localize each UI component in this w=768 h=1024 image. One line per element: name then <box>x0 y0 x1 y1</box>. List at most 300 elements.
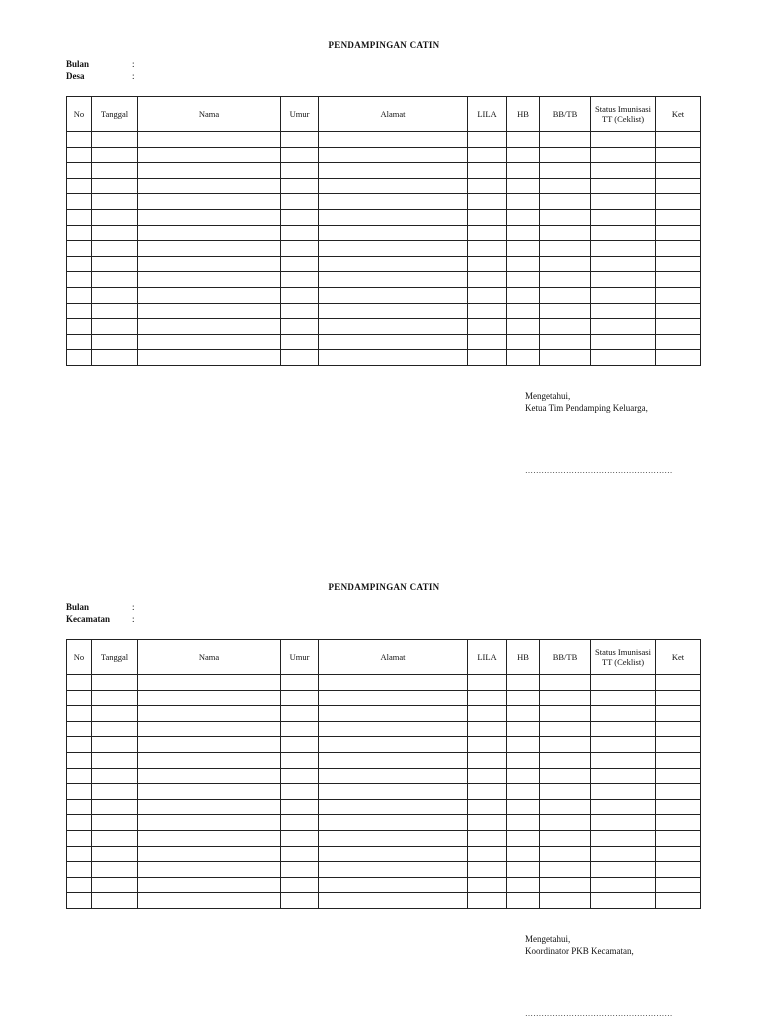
cell-ket[interactable] <box>656 225 701 241</box>
cell-no[interactable] <box>67 830 92 846</box>
cell-lila[interactable] <box>468 846 507 862</box>
cell-alamat[interactable] <box>319 178 468 194</box>
cell-tanggal[interactable] <box>92 287 138 303</box>
cell-tanggal[interactable] <box>92 877 138 893</box>
cell-hb[interactable] <box>507 241 540 257</box>
cell-alamat[interactable] <box>319 319 468 335</box>
cell-tanggal[interactable] <box>92 256 138 272</box>
cell-tanggal[interactable] <box>92 706 138 722</box>
cell-hb[interactable] <box>507 690 540 706</box>
cell-tanggal[interactable] <box>92 241 138 257</box>
cell-nama[interactable] <box>138 256 281 272</box>
cell-bbtb[interactable] <box>540 737 591 753</box>
cell-lila[interactable] <box>468 690 507 706</box>
cell-nama[interactable] <box>138 877 281 893</box>
cell-umur[interactable] <box>281 194 319 210</box>
cell-lila[interactable] <box>468 334 507 350</box>
cell-hb[interactable] <box>507 132 540 148</box>
cell-status[interactable] <box>591 272 656 288</box>
cell-umur[interactable] <box>281 784 319 800</box>
cell-nama[interactable] <box>138 178 281 194</box>
cell-no[interactable] <box>67 334 92 350</box>
cell-nama[interactable] <box>138 721 281 737</box>
cell-hb[interactable] <box>507 862 540 878</box>
cell-no[interactable] <box>67 706 92 722</box>
cell-tanggal[interactable] <box>92 303 138 319</box>
cell-tanggal[interactable] <box>92 225 138 241</box>
cell-tanggal[interactable] <box>92 319 138 335</box>
cell-umur[interactable] <box>281 846 319 862</box>
cell-alamat[interactable] <box>319 690 468 706</box>
cell-lila[interactable] <box>468 225 507 241</box>
cell-bbtb[interactable] <box>540 132 591 148</box>
cell-umur[interactable] <box>281 752 319 768</box>
cell-ket[interactable] <box>656 752 701 768</box>
cell-alamat[interactable] <box>319 209 468 225</box>
cell-status[interactable] <box>591 737 656 753</box>
cell-ket[interactable] <box>656 319 701 335</box>
cell-umur[interactable] <box>281 225 319 241</box>
cell-nama[interactable] <box>138 163 281 179</box>
cell-tanggal[interactable] <box>92 830 138 846</box>
cell-nama[interactable] <box>138 675 281 691</box>
cell-bbtb[interactable] <box>540 241 591 257</box>
cell-tanggal[interactable] <box>92 334 138 350</box>
cell-tanggal[interactable] <box>92 147 138 163</box>
cell-nama[interactable] <box>138 147 281 163</box>
cell-alamat[interactable] <box>319 784 468 800</box>
cell-status[interactable] <box>591 721 656 737</box>
cell-hb[interactable] <box>507 256 540 272</box>
cell-umur[interactable] <box>281 768 319 784</box>
cell-umur[interactable] <box>281 287 319 303</box>
cell-umur[interactable] <box>281 893 319 909</box>
cell-ket[interactable] <box>656 147 701 163</box>
cell-lila[interactable] <box>468 815 507 831</box>
cell-alamat[interactable] <box>319 303 468 319</box>
cell-umur[interactable] <box>281 350 319 366</box>
cell-no[interactable] <box>67 163 92 179</box>
cell-tanggal[interactable] <box>92 178 138 194</box>
cell-tanggal[interactable] <box>92 799 138 815</box>
cell-bbtb[interactable] <box>540 225 591 241</box>
cell-lila[interactable] <box>468 706 507 722</box>
cell-hb[interactable] <box>507 319 540 335</box>
cell-hb[interactable] <box>507 147 540 163</box>
cell-ket[interactable] <box>656 846 701 862</box>
cell-ket[interactable] <box>656 721 701 737</box>
cell-hb[interactable] <box>507 877 540 893</box>
cell-alamat[interactable] <box>319 334 468 350</box>
cell-lila[interactable] <box>468 675 507 691</box>
cell-no[interactable] <box>67 737 92 753</box>
cell-ket[interactable] <box>656 350 701 366</box>
cell-status[interactable] <box>591 225 656 241</box>
cell-bbtb[interactable] <box>540 287 591 303</box>
cell-lila[interactable] <box>468 163 507 179</box>
cell-ket[interactable] <box>656 815 701 831</box>
cell-umur[interactable] <box>281 721 319 737</box>
cell-bbtb[interactable] <box>540 768 591 784</box>
cell-tanggal[interactable] <box>92 209 138 225</box>
cell-nama[interactable] <box>138 846 281 862</box>
cell-status[interactable] <box>591 675 656 691</box>
cell-alamat[interactable] <box>319 147 468 163</box>
cell-nama[interactable] <box>138 194 281 210</box>
cell-status[interactable] <box>591 784 656 800</box>
cell-bbtb[interactable] <box>540 334 591 350</box>
cell-lila[interactable] <box>468 737 507 753</box>
cell-hb[interactable] <box>507 721 540 737</box>
cell-umur[interactable] <box>281 799 319 815</box>
cell-ket[interactable] <box>656 737 701 753</box>
cell-status[interactable] <box>591 706 656 722</box>
cell-no[interactable] <box>67 846 92 862</box>
cell-bbtb[interactable] <box>540 690 591 706</box>
cell-hb[interactable] <box>507 675 540 691</box>
cell-bbtb[interactable] <box>540 846 591 862</box>
cell-alamat[interactable] <box>319 893 468 909</box>
cell-tanggal[interactable] <box>92 768 138 784</box>
cell-hb[interactable] <box>507 334 540 350</box>
cell-no[interactable] <box>67 350 92 366</box>
cell-nama[interactable] <box>138 272 281 288</box>
cell-alamat[interactable] <box>319 752 468 768</box>
cell-umur[interactable] <box>281 319 319 335</box>
cell-ket[interactable] <box>656 706 701 722</box>
cell-ket[interactable] <box>656 209 701 225</box>
cell-nama[interactable] <box>138 241 281 257</box>
cell-status[interactable] <box>591 690 656 706</box>
cell-lila[interactable] <box>468 799 507 815</box>
cell-ket[interactable] <box>656 334 701 350</box>
cell-lila[interactable] <box>468 830 507 846</box>
cell-ket[interactable] <box>656 256 701 272</box>
cell-status[interactable] <box>591 319 656 335</box>
cell-ket[interactable] <box>656 690 701 706</box>
cell-ket[interactable] <box>656 178 701 194</box>
cell-no[interactable] <box>67 241 92 257</box>
cell-umur[interactable] <box>281 815 319 831</box>
cell-nama[interactable] <box>138 799 281 815</box>
cell-no[interactable] <box>67 147 92 163</box>
cell-nama[interactable] <box>138 334 281 350</box>
cell-lila[interactable] <box>468 319 507 335</box>
cell-status[interactable] <box>591 350 656 366</box>
cell-tanggal[interactable] <box>92 815 138 831</box>
signature-line[interactable]: ……………………………………………… <box>525 466 673 475</box>
cell-hb[interactable] <box>507 209 540 225</box>
cell-alamat[interactable] <box>319 830 468 846</box>
cell-no[interactable] <box>67 319 92 335</box>
cell-lila[interactable] <box>468 194 507 210</box>
cell-nama[interactable] <box>138 706 281 722</box>
cell-status[interactable] <box>591 862 656 878</box>
cell-lila[interactable] <box>468 256 507 272</box>
cell-nama[interactable] <box>138 132 281 148</box>
signature-line[interactable]: ……………………………………………… <box>525 1009 673 1018</box>
cell-umur[interactable] <box>281 241 319 257</box>
cell-umur[interactable] <box>281 334 319 350</box>
cell-status[interactable] <box>591 256 656 272</box>
cell-ket[interactable] <box>656 287 701 303</box>
cell-no[interactable] <box>67 690 92 706</box>
cell-status[interactable] <box>591 799 656 815</box>
cell-hb[interactable] <box>507 272 540 288</box>
cell-umur[interactable] <box>281 256 319 272</box>
cell-status[interactable] <box>591 147 656 163</box>
cell-bbtb[interactable] <box>540 862 591 878</box>
cell-alamat[interactable] <box>319 287 468 303</box>
cell-no[interactable] <box>67 256 92 272</box>
cell-umur[interactable] <box>281 178 319 194</box>
cell-tanggal[interactable] <box>92 690 138 706</box>
cell-alamat[interactable] <box>319 877 468 893</box>
cell-hb[interactable] <box>507 178 540 194</box>
cell-bbtb[interactable] <box>540 752 591 768</box>
cell-tanggal[interactable] <box>92 132 138 148</box>
cell-status[interactable] <box>591 334 656 350</box>
cell-tanggal[interactable] <box>92 721 138 737</box>
cell-ket[interactable] <box>656 272 701 288</box>
cell-no[interactable] <box>67 194 92 210</box>
cell-umur[interactable] <box>281 706 319 722</box>
cell-no[interactable] <box>67 815 92 831</box>
cell-lila[interactable] <box>468 768 507 784</box>
cell-nama[interactable] <box>138 209 281 225</box>
cell-ket[interactable] <box>656 893 701 909</box>
cell-ket[interactable] <box>656 163 701 179</box>
cell-lila[interactable] <box>468 178 507 194</box>
cell-ket[interactable] <box>656 877 701 893</box>
cell-no[interactable] <box>67 675 92 691</box>
cell-no[interactable] <box>67 799 92 815</box>
cell-tanggal[interactable] <box>92 163 138 179</box>
cell-tanggal[interactable] <box>92 350 138 366</box>
cell-no[interactable] <box>67 178 92 194</box>
cell-lila[interactable] <box>468 721 507 737</box>
cell-lila[interactable] <box>468 350 507 366</box>
cell-hb[interactable] <box>507 350 540 366</box>
cell-bbtb[interactable] <box>540 147 591 163</box>
cell-hb[interactable] <box>507 815 540 831</box>
cell-no[interactable] <box>67 209 92 225</box>
cell-tanggal[interactable] <box>92 194 138 210</box>
cell-no[interactable] <box>67 303 92 319</box>
cell-no[interactable] <box>67 272 92 288</box>
cell-status[interactable] <box>591 132 656 148</box>
cell-nama[interactable] <box>138 815 281 831</box>
cell-no[interactable] <box>67 784 92 800</box>
cell-umur[interactable] <box>281 877 319 893</box>
cell-nama[interactable] <box>138 287 281 303</box>
cell-tanggal[interactable] <box>92 784 138 800</box>
cell-lila[interactable] <box>468 303 507 319</box>
cell-nama[interactable] <box>138 350 281 366</box>
cell-bbtb[interactable] <box>540 877 591 893</box>
cell-umur[interactable] <box>281 132 319 148</box>
cell-hb[interactable] <box>507 893 540 909</box>
cell-nama[interactable] <box>138 768 281 784</box>
cell-alamat[interactable] <box>319 846 468 862</box>
cell-lila[interactable] <box>468 272 507 288</box>
cell-no[interactable] <box>67 893 92 909</box>
cell-umur[interactable] <box>281 862 319 878</box>
cell-status[interactable] <box>591 287 656 303</box>
cell-status[interactable] <box>591 846 656 862</box>
cell-umur[interactable] <box>281 737 319 753</box>
cell-no[interactable] <box>67 862 92 878</box>
cell-ket[interactable] <box>656 132 701 148</box>
cell-lila[interactable] <box>468 877 507 893</box>
cell-status[interactable] <box>591 163 656 179</box>
cell-status[interactable] <box>591 178 656 194</box>
cell-ket[interactable] <box>656 830 701 846</box>
cell-lila[interactable] <box>468 893 507 909</box>
cell-lila[interactable] <box>468 132 507 148</box>
cell-status[interactable] <box>591 815 656 831</box>
cell-nama[interactable] <box>138 303 281 319</box>
cell-alamat[interactable] <box>319 194 468 210</box>
cell-hb[interactable] <box>507 194 540 210</box>
cell-no[interactable] <box>67 752 92 768</box>
cell-ket[interactable] <box>656 303 701 319</box>
cell-status[interactable] <box>591 194 656 210</box>
cell-nama[interactable] <box>138 862 281 878</box>
cell-tanggal[interactable] <box>92 846 138 862</box>
cell-bbtb[interactable] <box>540 893 591 909</box>
cell-umur[interactable] <box>281 209 319 225</box>
cell-ket[interactable] <box>656 862 701 878</box>
cell-bbtb[interactable] <box>540 675 591 691</box>
cell-tanggal[interactable] <box>92 862 138 878</box>
cell-alamat[interactable] <box>319 241 468 257</box>
cell-hb[interactable] <box>507 799 540 815</box>
cell-bbtb[interactable] <box>540 194 591 210</box>
cell-bbtb[interactable] <box>540 163 591 179</box>
cell-hb[interactable] <box>507 163 540 179</box>
cell-tanggal[interactable] <box>92 737 138 753</box>
cell-nama[interactable] <box>138 830 281 846</box>
cell-umur[interactable] <box>281 272 319 288</box>
cell-umur[interactable] <box>281 690 319 706</box>
cell-tanggal[interactable] <box>92 893 138 909</box>
cell-nama[interactable] <box>138 752 281 768</box>
cell-bbtb[interactable] <box>540 256 591 272</box>
cell-no[interactable] <box>67 132 92 148</box>
cell-hb[interactable] <box>507 303 540 319</box>
cell-status[interactable] <box>591 209 656 225</box>
cell-umur[interactable] <box>281 163 319 179</box>
cell-status[interactable] <box>591 752 656 768</box>
cell-no[interactable] <box>67 225 92 241</box>
cell-ket[interactable] <box>656 784 701 800</box>
cell-alamat[interactable] <box>319 862 468 878</box>
cell-bbtb[interactable] <box>540 830 591 846</box>
cell-lila[interactable] <box>468 862 507 878</box>
cell-tanggal[interactable] <box>92 752 138 768</box>
cell-bbtb[interactable] <box>540 272 591 288</box>
cell-alamat[interactable] <box>319 721 468 737</box>
cell-ket[interactable] <box>656 241 701 257</box>
cell-hb[interactable] <box>507 752 540 768</box>
cell-lila[interactable] <box>468 241 507 257</box>
cell-hb[interactable] <box>507 225 540 241</box>
cell-status[interactable] <box>591 893 656 909</box>
cell-lila[interactable] <box>468 752 507 768</box>
cell-bbtb[interactable] <box>540 799 591 815</box>
cell-bbtb[interactable] <box>540 721 591 737</box>
cell-ket[interactable] <box>656 194 701 210</box>
cell-bbtb[interactable] <box>540 350 591 366</box>
cell-ket[interactable] <box>656 675 701 691</box>
cell-no[interactable] <box>67 721 92 737</box>
cell-alamat[interactable] <box>319 799 468 815</box>
cell-alamat[interactable] <box>319 815 468 831</box>
cell-bbtb[interactable] <box>540 178 591 194</box>
cell-status[interactable] <box>591 830 656 846</box>
cell-nama[interactable] <box>138 319 281 335</box>
cell-hb[interactable] <box>507 737 540 753</box>
cell-alamat[interactable] <box>319 163 468 179</box>
cell-alamat[interactable] <box>319 256 468 272</box>
cell-hb[interactable] <box>507 846 540 862</box>
cell-tanggal[interactable] <box>92 675 138 691</box>
cell-lila[interactable] <box>468 287 507 303</box>
cell-bbtb[interactable] <box>540 815 591 831</box>
cell-alamat[interactable] <box>319 225 468 241</box>
cell-status[interactable] <box>591 768 656 784</box>
cell-umur[interactable] <box>281 830 319 846</box>
cell-ket[interactable] <box>656 799 701 815</box>
cell-lila[interactable] <box>468 784 507 800</box>
cell-tanggal[interactable] <box>92 272 138 288</box>
cell-alamat[interactable] <box>319 737 468 753</box>
cell-hb[interactable] <box>507 830 540 846</box>
cell-status[interactable] <box>591 241 656 257</box>
cell-umur[interactable] <box>281 147 319 163</box>
cell-bbtb[interactable] <box>540 319 591 335</box>
cell-bbtb[interactable] <box>540 303 591 319</box>
cell-no[interactable] <box>67 287 92 303</box>
cell-status[interactable] <box>591 877 656 893</box>
cell-hb[interactable] <box>507 706 540 722</box>
cell-umur[interactable] <box>281 303 319 319</box>
cell-alamat[interactable] <box>319 272 468 288</box>
cell-bbtb[interactable] <box>540 784 591 800</box>
cell-status[interactable] <box>591 303 656 319</box>
cell-nama[interactable] <box>138 737 281 753</box>
cell-alamat[interactable] <box>319 706 468 722</box>
cell-hb[interactable] <box>507 768 540 784</box>
cell-alamat[interactable] <box>319 350 468 366</box>
cell-lila[interactable] <box>468 147 507 163</box>
cell-alamat[interactable] <box>319 132 468 148</box>
cell-hb[interactable] <box>507 287 540 303</box>
cell-umur[interactable] <box>281 675 319 691</box>
cell-bbtb[interactable] <box>540 706 591 722</box>
cell-no[interactable] <box>67 768 92 784</box>
cell-nama[interactable] <box>138 893 281 909</box>
cell-alamat[interactable] <box>319 768 468 784</box>
cell-nama[interactable] <box>138 690 281 706</box>
cell-hb[interactable] <box>507 784 540 800</box>
cell-lila[interactable] <box>468 209 507 225</box>
cell-alamat[interactable] <box>319 675 468 691</box>
cell-nama[interactable] <box>138 225 281 241</box>
cell-bbtb[interactable] <box>540 209 591 225</box>
cell-ket[interactable] <box>656 768 701 784</box>
